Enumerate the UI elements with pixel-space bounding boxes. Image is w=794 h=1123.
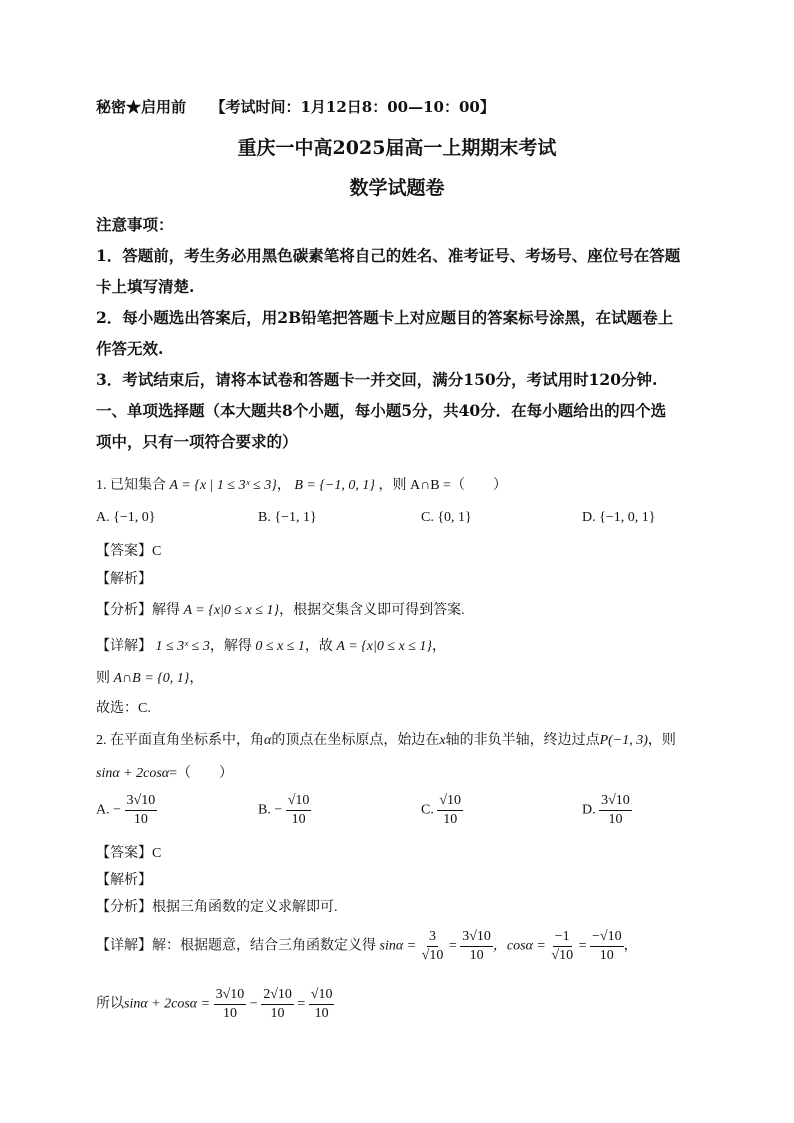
so-text: 所以 (96, 996, 124, 1012)
q2-x: x (439, 733, 446, 748)
comma: ， (623, 938, 638, 954)
numerator: √10 (286, 792, 312, 811)
denominator: 10 (314, 1006, 329, 1021)
detail-tag: 【详解】 (96, 938, 152, 954)
confidential-label: 秘密★启用前 (96, 98, 187, 116)
cos-fraction-2 (590, 928, 624, 965)
fenxi-math: A = {x|0 ≤ x ≤ 1} (183, 603, 280, 618)
denominator: 10 (599, 948, 614, 963)
answer-value: C (152, 544, 162, 559)
question-1-prefix: 1. 已知集合 (96, 478, 166, 493)
numerator: √10 (309, 986, 335, 1005)
then-end: ， (189, 671, 204, 686)
question-1-stem (96, 474, 507, 494)
fenxi-tag: 【分析】 (96, 603, 152, 618)
q1-option-b: B. {−1, 1} (258, 510, 317, 525)
question-2-line-1 (96, 729, 676, 749)
option-d-label: D. (582, 802, 596, 818)
denominator: 10 (291, 812, 306, 827)
set-b: B = {−1, 0, 1} (294, 478, 375, 493)
denominator: 10 (270, 1006, 285, 1021)
header-line (96, 96, 495, 117)
option-a-sign: − (113, 802, 122, 818)
fenxi-tag: 【分析】 (96, 900, 152, 915)
note-1-line-2: 卡上填写清楚. (96, 277, 195, 296)
then-text: 则 (96, 671, 110, 686)
fenxi-text-a: 解得 (152, 603, 180, 618)
option-c-fraction (437, 792, 463, 829)
q1-choose: 故选：C. (96, 701, 151, 716)
numerator: −1 (553, 928, 572, 947)
denominator: 10 (469, 948, 484, 963)
fenxi-text: 根据三角函数的定义求解即可. (152, 900, 338, 915)
then-math: A∩B = {0, 1} (113, 671, 190, 686)
note-2-line-1: 2．每小题选出答案后，用2B铅笔把答题卡上对应题目的答案标号涂黑，在试题卷上 (96, 308, 674, 327)
option-a-fraction (125, 792, 158, 829)
q1-answer (96, 540, 161, 560)
note-2-line-2: 作答无效. (96, 339, 164, 358)
fenxi-text-b: ，根据交集含义即可得到答案. (279, 603, 465, 618)
denominator: 10 (608, 812, 623, 827)
q2-text-b: 的顶点在坐标原点，始边在 (271, 733, 440, 748)
q2-option-a (96, 792, 157, 829)
numerator: 3 (427, 928, 438, 947)
equals: = (448, 938, 457, 954)
equals: = (578, 938, 587, 954)
denominator: √10 (421, 948, 444, 963)
numerator: 3√10 (214, 986, 247, 1005)
question-2-line-2 (96, 762, 233, 782)
answer-tag: 【答案】 (96, 846, 152, 861)
note-1-line-1: 1．答题前，考生务必用黑色碳素笔将自己的姓名、准考证号、考场号、座位号在答题 (96, 246, 681, 265)
option-b-label: B. (258, 802, 271, 818)
detail-math-3: A = {x|0 ≤ x ≤ 1} (336, 639, 433, 654)
q2-option-c (421, 792, 463, 829)
notes-heading: 注意事项： (96, 215, 174, 234)
cos-lhs: ，cosα = (492, 938, 546, 954)
exam-subtitle: 数学试题卷 (349, 177, 445, 199)
section-1-line-2: 项中，只有一项符合要求的） (96, 432, 298, 451)
detail-text-1: ，解得 (209, 639, 252, 654)
sum-fraction-3 (309, 986, 335, 1023)
q2-expr: sinα + 2cosα (96, 766, 170, 781)
numerator: 3√10 (460, 928, 493, 947)
q2-option-d (582, 792, 632, 829)
detail-math-1: 1 ≤ 3ˣ ≤ 3 (155, 639, 210, 654)
note-3: 3．考试结束后，请将本试卷和答题卡一并交回，满分150分，考试用时120分钟. (96, 370, 658, 389)
separator: ， (276, 478, 291, 493)
q2-text-a: 2. 在平面直角坐标系中，角 (96, 733, 264, 748)
q2-expr-end: =（ ） (169, 766, 234, 781)
option-b-fraction (286, 792, 312, 829)
sin-lhs: sinα = (379, 938, 417, 954)
option-a-label: A. (96, 802, 110, 818)
answer-tag: 【答案】 (96, 544, 152, 559)
option-c-label: C. (421, 802, 434, 818)
q1-fenxi (96, 599, 465, 619)
q2-answer (96, 842, 161, 862)
q2-text-d: ，则 (647, 733, 676, 748)
sin-fraction-1 (420, 928, 446, 965)
detail-tag: 【详解】 (96, 639, 152, 654)
q1-detail (96, 635, 446, 655)
option-d-fraction (599, 792, 632, 829)
section-1-line-1: 一、单项选择题（本大题共8个小题，每小题5分，共40分．在每小题给出的四个选 (96, 401, 667, 420)
denominator: 10 (222, 1006, 237, 1021)
numerator: 3√10 (599, 792, 632, 811)
set-a: A = {x | 1 ≤ 3ˣ ≤ 3} (169, 478, 277, 493)
q2-analysis-tag: 【解析】 (96, 873, 152, 888)
numerator: √10 (437, 792, 463, 811)
sum-fraction-2 (261, 986, 294, 1023)
q1-option-a: A. {−1, 0} (96, 510, 156, 525)
sin-fraction-2 (460, 928, 493, 965)
exam-time: 【考试时间：1月12日8：00—10：00】 (210, 98, 495, 116)
denominator: √10 (551, 948, 574, 963)
answer-value: C (152, 846, 162, 861)
cos-fraction-1 (549, 928, 575, 965)
q2-option-b (258, 792, 311, 829)
detail-text-2: ，故 (304, 639, 333, 654)
numerator: 2√10 (261, 986, 294, 1005)
q1-then (96, 667, 203, 687)
q1-option-c: C. {0, 1} (421, 510, 472, 525)
equals: = (297, 996, 306, 1012)
q2-conclusion (96, 986, 334, 1023)
detail-text-3: ， (432, 639, 447, 654)
denominator: 10 (443, 812, 458, 827)
q2-alpha: α (264, 733, 272, 748)
sum-fraction-1 (214, 986, 247, 1023)
q2-text-c: 轴的非负半轴，终边过点 (445, 733, 600, 748)
detail-math-2: 0 ≤ x ≤ 1 (255, 639, 305, 654)
question-1-ask: ，则 A∩B =（ ） (378, 478, 507, 493)
so-expr: sinα + 2cosα = (124, 996, 211, 1012)
minus: − (249, 996, 258, 1012)
exam-title: 重庆一中高2025届高一上期期末考试 (237, 137, 557, 159)
numerator: 3√10 (125, 792, 158, 811)
denominator: 10 (133, 812, 148, 827)
option-b-sign: − (274, 802, 283, 818)
q2-fenxi (96, 896, 338, 916)
numerator: −√10 (590, 928, 624, 947)
q1-option-d: D. {−1, 0, 1} (582, 510, 656, 525)
q2-detail (96, 928, 638, 965)
detail-text: 解：根据题意，结合三角函数定义得 (152, 938, 376, 954)
q1-analysis-tag: 【解析】 (96, 572, 152, 587)
q2-point: P(−1, 3) (599, 733, 648, 748)
